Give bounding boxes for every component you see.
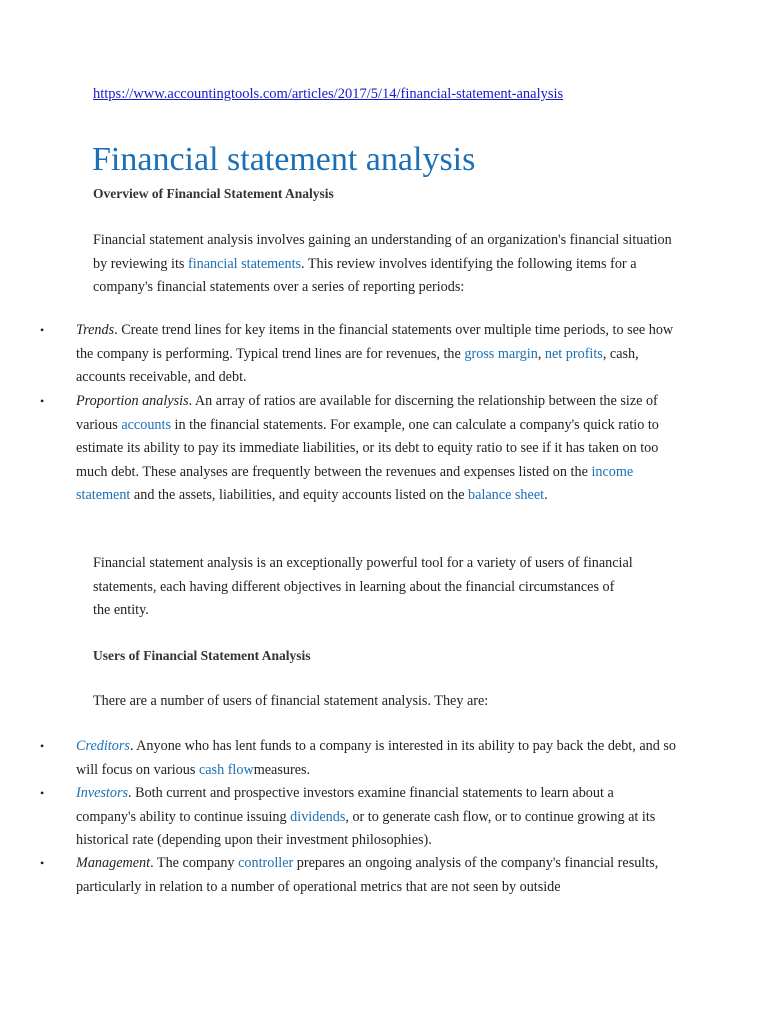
list-item-management (40, 852, 676, 899)
term-trends: Trends (76, 322, 115, 338)
list-item-trends (40, 319, 676, 390)
item-text: , cash, accounts receivable, and debt. (76, 345, 639, 385)
item-text: . Both current and prospective investors examine financial statements to learn about a company's ability to continue issuing (76, 785, 614, 825)
cash-flow-link[interactable]: cash flow (198, 761, 254, 778)
controller-link[interactable]: controller (238, 855, 294, 871)
item-text: . Anyone who has lent funds to a company is interested in its ability to pay back the debt, and so will focus on various (76, 738, 676, 778)
list-item-proportion-analysis (40, 390, 676, 508)
bullet-icon: • (40, 739, 45, 753)
bullet-icon: • (40, 856, 45, 870)
bullet-icon: • (40, 786, 45, 800)
term-proportion-analysis: Proportion analysis (76, 393, 189, 409)
item-text: . (544, 487, 548, 503)
intro-text-2: . This review involves identifying the following items for a company's financial statements over a series of reporting periods: (93, 255, 637, 295)
item-text: and the assets, liabilities, and equity accounts listed on the (130, 487, 469, 503)
page-title: Financial statement analysis (92, 141, 476, 178)
item-text: . An array of ratios are available for discerning the relationship between the size of various (76, 393, 658, 433)
dividends-link[interactable]: dividends (290, 808, 346, 825)
term-management: Management (76, 855, 151, 871)
intro-text-1: Financial statement analysis involves gaining an understanding of an organization's financial situation by reviewing its (93, 232, 672, 272)
users-intro: There are a number of users of financial statement analysis. They are: (93, 693, 489, 709)
bullet-icon: • (40, 323, 45, 337)
creditors-link[interactable]: Creditors (76, 738, 130, 754)
item-text: measures. (253, 761, 311, 778)
financial-statements-link[interactable]: financial statements (187, 255, 302, 272)
source-url-link[interactable]: https://www.accountingtools.com/articles/2017/5/14/financial-statement-analysis (93, 86, 564, 102)
item-text: . Create trend lines for key items in the financial statements over multiple time periods, to see how the company is performing. Typical trend lines are for revenues, the (76, 322, 674, 362)
gross-margin-link[interactable]: gross margin (464, 345, 538, 362)
users-heading: Users of Financial Statement Analysis (93, 648, 311, 663)
net-profits-link[interactable]: net profits (544, 345, 603, 362)
item-text: , or to generate cash flow, or to continue growing at its historical rate (depending upon their investment philosophies). (76, 808, 656, 848)
overview-heading: Overview of Financial Statement Analysis (93, 186, 334, 201)
item-text: . The company (150, 855, 239, 871)
intro-paragraph (93, 229, 683, 300)
accounts-link[interactable]: accounts (121, 416, 171, 433)
balance-sheet-link[interactable]: balance sheet (468, 487, 545, 503)
list-item-creditors (40, 735, 676, 782)
item-text: in the financial statements. For example, one can calculate a company's quick ratio to estimate its ability to pay its immediate liabilities, or its debt to equity ratio to see if it has taken on too much debt. These analyses are frequently between the revenues and expenses listed on the (76, 416, 659, 480)
item-text: , (537, 345, 545, 362)
investors-link[interactable]: Investors (76, 785, 129, 801)
list-item-investors (40, 782, 676, 853)
item-text: prepares an ongoing analysis of the company's financial results, particularly in relation to a number of operational metrics that are not seen by outside (76, 855, 659, 895)
power-paragraph: Financial statement analysis is an exceptionally powerful tool for a variety of users of financial statements, each having different objectives in learning about the financial circumstances of the entity. (93, 555, 633, 618)
bullet-icon: • (40, 394, 45, 408)
income-statement-link[interactable]: income statement (76, 463, 634, 503)
